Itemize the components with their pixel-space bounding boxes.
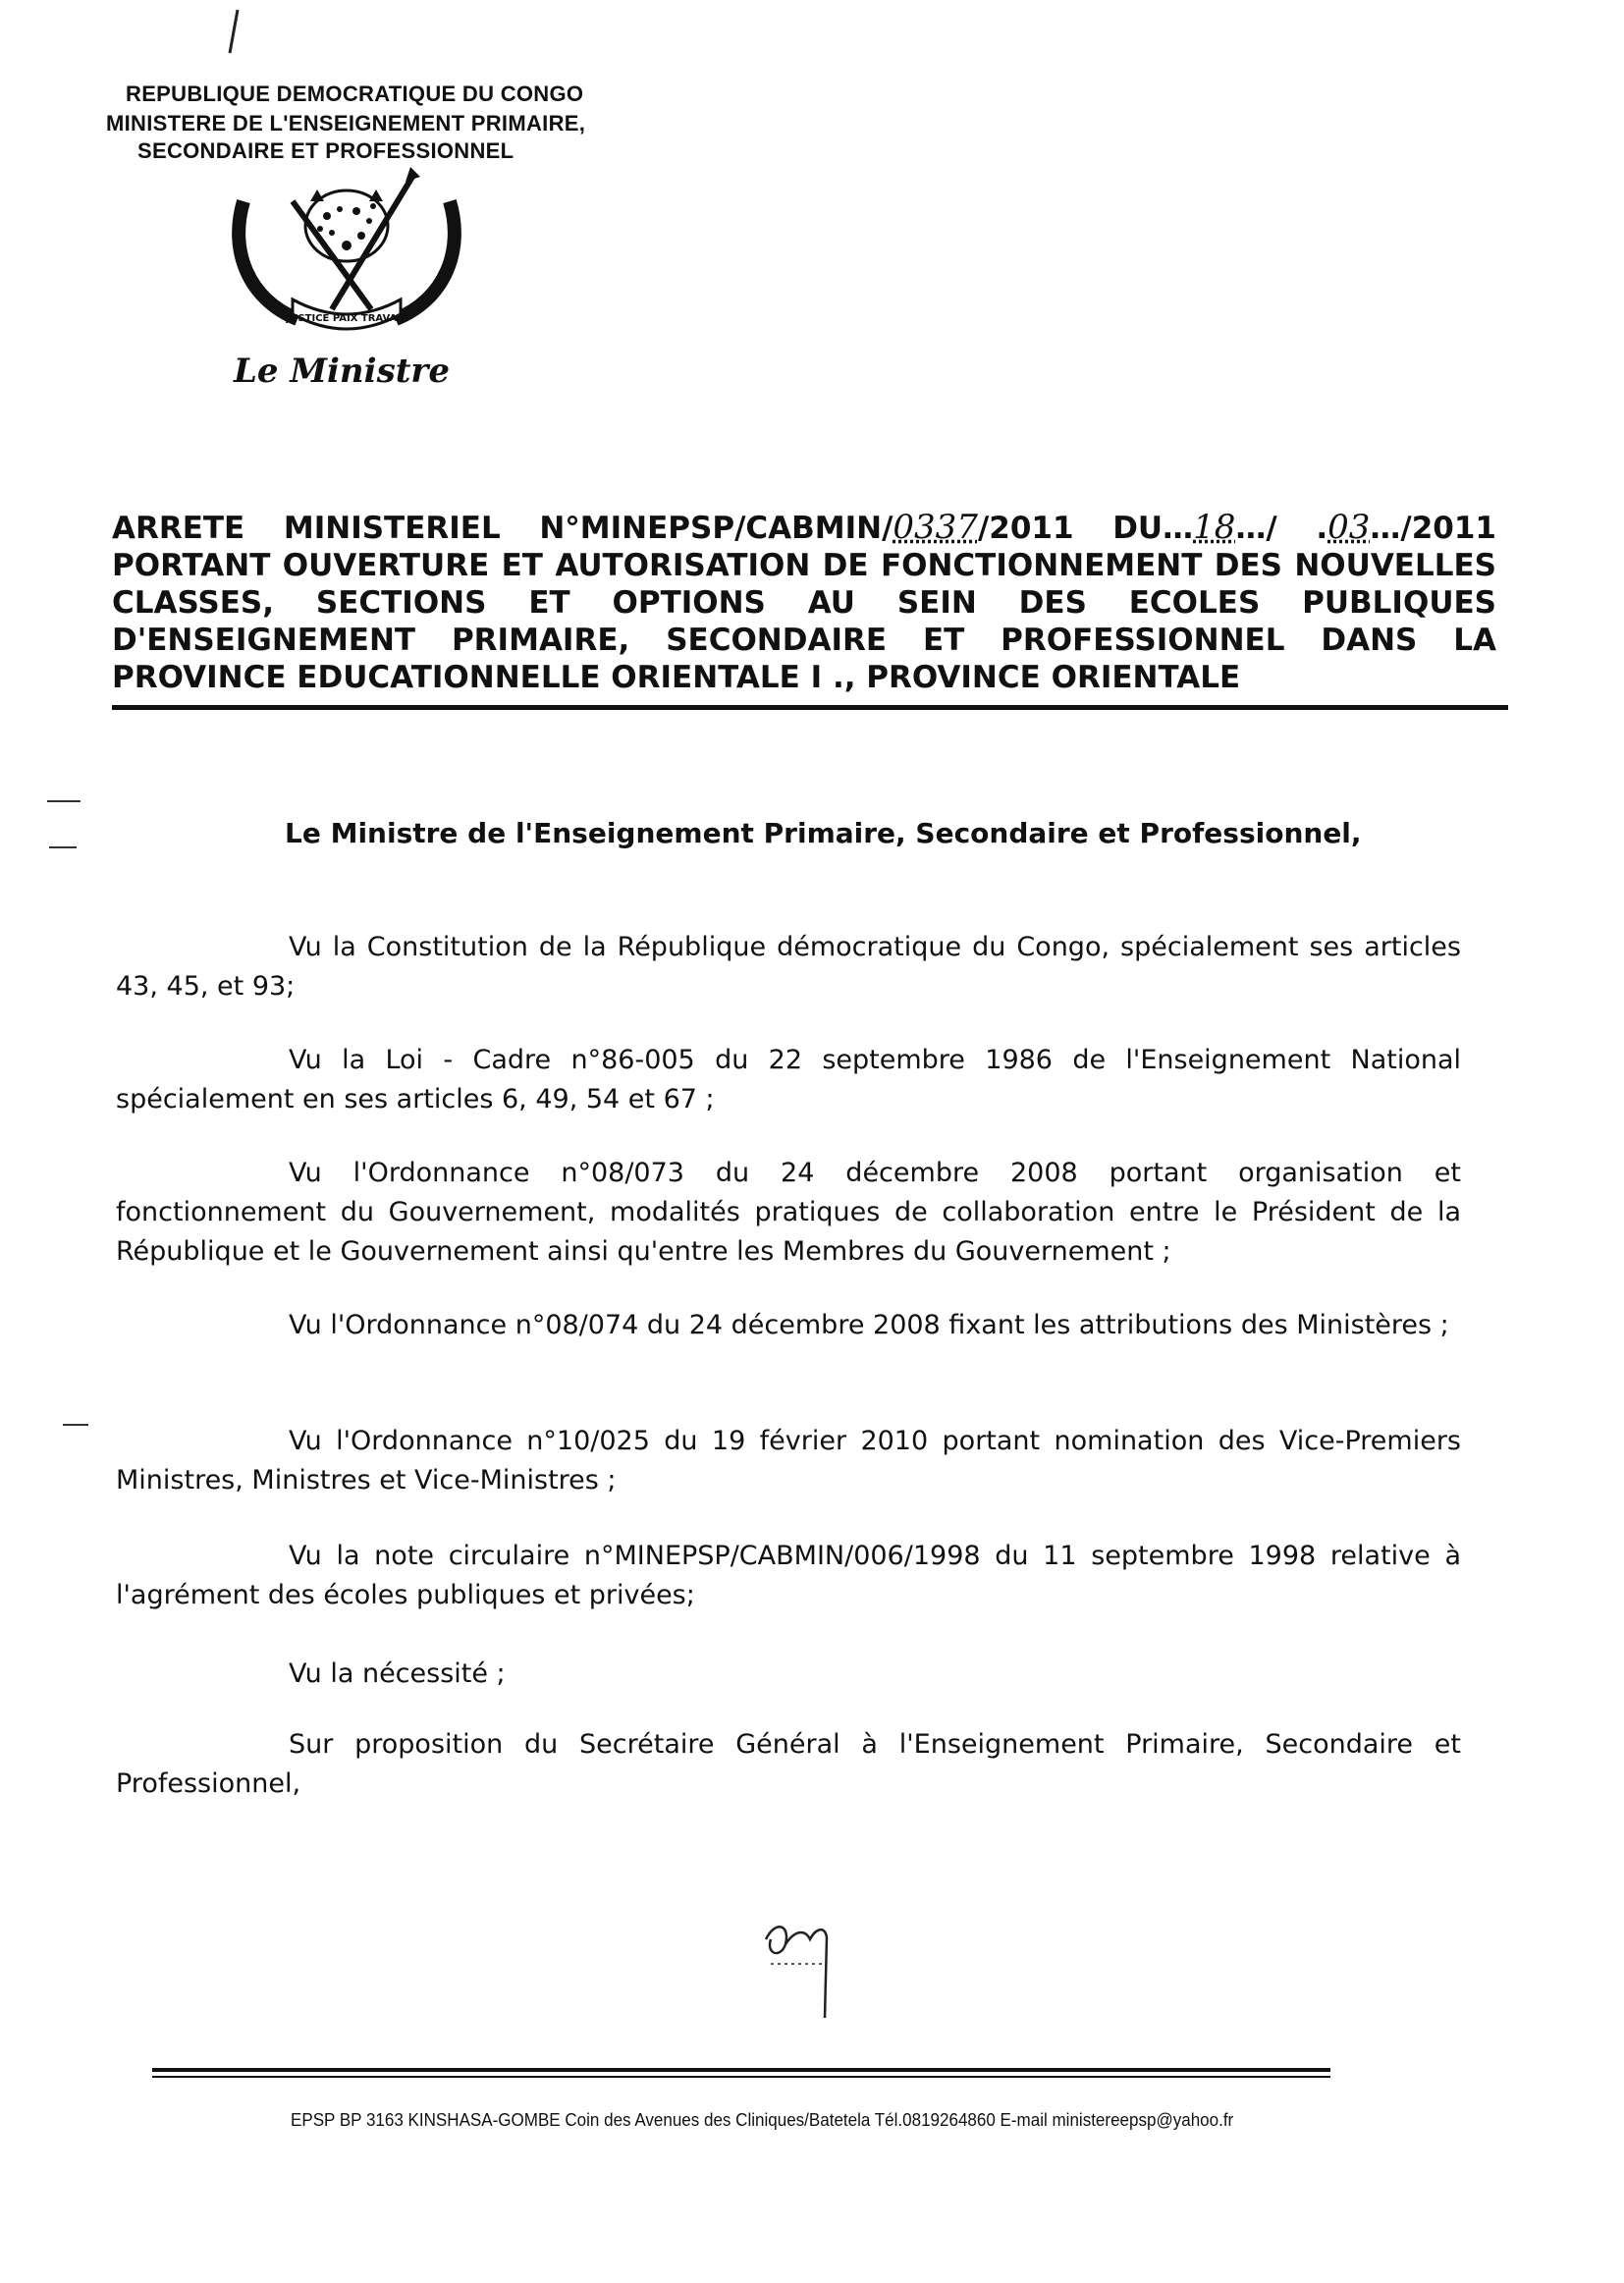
header-ministry: MINISTERE DE L'ENSEIGNEMENT PRIMAIRE,: [106, 111, 586, 136]
margin-mark: [47, 800, 81, 802]
header-ministry-cont: SECONDAIRE ET PROFESSIONNEL: [137, 138, 514, 163]
decree-day: 18: [1193, 508, 1236, 547]
coat-of-arms-icon: [224, 162, 469, 334]
consideration-paragraph: Vu la nécessité ;: [289, 1658, 506, 1689]
consideration-paragraph: Vu la note circulaire n°MINEPSP/CABMIN/006/1998 du 11 septembre 1998 relative à l'agrément des écoles publiques et privées;: [116, 1541, 1461, 1610]
minister-signature-label: Le Ministre: [234, 352, 450, 391]
svg-text:JUSTICE PAIX TRAVAIL: JUSTICE PAIX TRAVAIL: [286, 313, 407, 324]
consideration-paragraph: Vu la Loi - Cadre n°86-005 du 22 septembre 1986 de l'Enseignement National spécialement en ses articles 6, 49, 54 et 67 ;: [116, 1045, 1461, 1114]
consideration-paragraph: Vu l'Ordonnance n°08/073 du 24 décembre 2008 portant organisation et fonctionnement du Gouvernement, modalités pratiques de collaboration entre le Président de la République et le Gouvernement ainsi qu'entre les Membres du Gouvernement ;: [116, 1158, 1461, 1267]
footer-divider: [152, 2076, 1330, 2078]
decree-number: 0337: [893, 508, 978, 547]
title-divider: [112, 705, 1508, 710]
decree-title-line: D'ENSEIGNEMENT PRIMAIRE, SECONDAIRE ET PROFESSIONNEL DANS LA: [112, 623, 1496, 658]
header-country: REPUBLIQUE DEMOCRATIQUE DU CONGO: [126, 82, 584, 106]
consideration-paragraph: Vu la Constitution de la République démocratique du Congo, spécialement ses articles 43, 45, et 93;: [116, 932, 1461, 1002]
decree-month: 03: [1327, 508, 1371, 547]
pen-stroke-mark: [224, 8, 244, 57]
consideration-paragraph: Vu l'Ordonnance n°08/074 du 24 décembre 2008 fixant les attributions des Ministères ;: [289, 1310, 1449, 1340]
decree-title: [112, 509, 1496, 696]
decree-title-line: CLASSES, SECTIONS ET OPTIONS AU SEIN DES ECOLES PUBLIQUES: [112, 585, 1496, 621]
minister-heading: Le Ministre de l'Enseignement Primaire, Secondaire et Professionnel,: [285, 817, 1362, 849]
decree-number-line: ARRETE MINISTERIEL N°MINEPSP/CABMIN/0337/2011 DU…18…/ .03…/2011: [112, 508, 1496, 547]
margin-mark: [63, 1424, 88, 1426]
footer-address: EPSP BP 3163 KINSHASA-GOMBE Coin des Avenues des Cliniques/Batetela Tél.0819264860 E-mail ministereepsp@yahoo.fr: [291, 2109, 1234, 2130]
decree-title-line: PORTANT OUVERTURE ET AUTORISATION DE FONCTIONNEMENT DES NOUVELLES: [112, 548, 1496, 583]
decree-title-line: PROVINCE EDUCATIONNELLE ORIENTALE I ., PROVINCE ORIENTALE: [112, 660, 1241, 695]
margin-mark: [49, 846, 77, 848]
footer-divider: [152, 2068, 1330, 2072]
consideration-paragraph: Sur proposition du Secrétaire Général à l'Enseignement Primaire, Secondaire et Professionnel,: [116, 1729, 1461, 1799]
initials-signature: [756, 1910, 854, 2028]
consideration-paragraph: Vu l'Ordonnance n°10/025 du 19 février 2010 portant nomination des Vice-Premiers Ministres, Ministres et Vice-Ministres ;: [116, 1426, 1461, 1495]
